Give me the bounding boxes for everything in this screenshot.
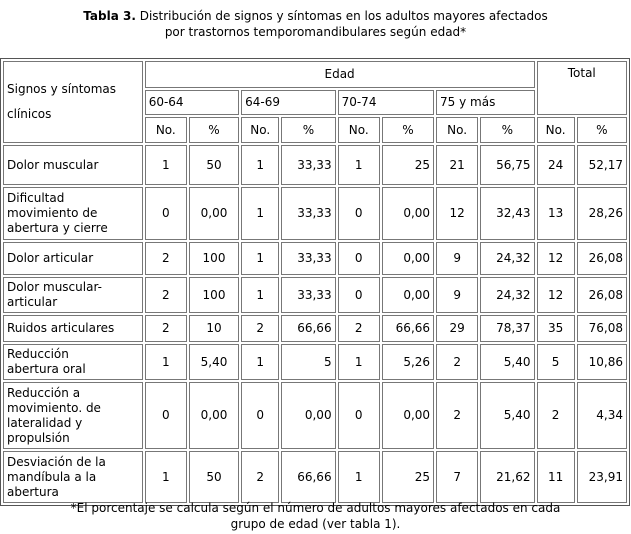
table-row [3,382,627,449]
cell-percent: 24,32 [480,242,534,275]
cell-percent: 0,00 [189,382,239,449]
cell-count: 9 [436,242,478,275]
cell-percent: 0,00 [382,382,434,449]
row-label-line: movimiento. de [7,400,101,415]
cell-count: 12 [436,187,478,240]
cell-percent: 0,00 [382,277,434,313]
header-signs-line2: clínicos [7,107,52,121]
row-label-line: Dolor muscular [7,157,99,172]
header-signs-line1: Signos y síntomas [7,82,117,96]
subheader-no: No. [338,117,380,143]
row-label-line: Desviación de la [7,454,106,469]
row-label-line: Dolor articular [7,251,94,265]
cell-percent: 66,66 [281,315,335,342]
cell-percent: 33,33 [281,242,335,275]
row-label [3,145,143,185]
cell-percent: 50 [189,145,239,185]
cell-count: 1 [145,344,187,380]
cell-percent: 5 [281,344,335,380]
cell-percent: 52,17 [577,145,627,185]
cell-count: 2 [145,242,187,275]
cell-percent: 23,91 [577,451,627,503]
cell-percent: 10 [189,315,239,342]
header-group-75-plus: 75 y más [436,90,534,115]
cell-count: 35 [537,315,575,342]
cell-count: 0 [145,187,187,240]
cell-percent: 4,34 [577,382,627,449]
cell-count: 2 [436,382,478,449]
cell-count: 1 [241,242,279,275]
cell-count: 2 [241,451,279,503]
subheader-pct: % [480,117,534,143]
row-label-line: mandíbula a la [7,469,97,484]
cell-count: 2 [241,315,279,342]
table-row [3,145,627,185]
cell-percent: 100 [189,277,239,313]
cell-percent: 24,32 [480,277,534,313]
cell-count: 1 [338,451,380,503]
cell-count: 11 [537,451,575,503]
cell-count: 12 [537,242,575,275]
subheader-no: No. [436,117,478,143]
cell-percent: 32,43 [480,187,534,240]
cell-count: 2 [145,315,187,342]
cell-percent: 25 [382,451,434,503]
header-total: Total [537,61,628,115]
cell-percent: 26,08 [577,277,627,313]
row-label-line: abertura y cierre [7,221,108,235]
row-label [3,344,143,380]
row-label-line: lateralidad y [7,415,83,430]
header-group-64-69: 64-69 [241,90,335,115]
subheader-pct: % [189,117,239,143]
cell-percent: 0,00 [382,187,434,240]
table-row [3,315,627,342]
cell-percent: 5,26 [382,344,434,380]
row-label [3,242,143,275]
cell-percent: 21,62 [480,451,534,503]
row-label-line: Reducción [7,347,69,361]
cell-count: 1 [145,451,187,503]
cell-count: 2 [537,382,575,449]
row-label [3,187,143,240]
data-table [0,58,630,506]
cell-count: 9 [436,277,478,313]
cell-count: 12 [537,277,575,313]
cell-percent: 33,33 [281,187,335,240]
cell-percent: 5,40 [480,382,534,449]
cell-count: 1 [241,145,279,185]
cell-percent: 33,33 [281,145,335,185]
cell-count: 1 [241,344,279,380]
cell-count: 0 [338,382,380,449]
caption-line1: Distribución de signos y síntomas en los adultos mayores afectados [139,9,548,23]
cell-count: 13 [537,187,575,240]
table-row [3,187,627,240]
cell-count: 2 [145,277,187,313]
row-label-line: movimiento de [7,206,98,220]
cell-percent: 78,37 [480,315,534,342]
cell-percent: 25 [382,145,434,185]
cell-count: 1 [241,277,279,313]
header-signs [3,61,143,143]
footnote-line2: grupo de edad (ver tabla 1). [230,517,401,531]
row-label-line: articular [7,295,58,309]
cell-percent: 0,00 [189,187,239,240]
row-label-line: Reducción a [7,385,81,400]
subheader-no: No. [537,117,575,143]
row-label [3,315,143,342]
cell-percent: 26,08 [577,242,627,275]
table-row [3,451,627,503]
cell-count: 0 [145,382,187,449]
cell-count: 0 [338,187,380,240]
cell-percent: 5,40 [480,344,534,380]
cell-count: 29 [436,315,478,342]
table-row [3,344,627,380]
cell-percent: 66,66 [281,451,335,503]
cell-count: 7 [436,451,478,503]
cell-count: 2 [436,344,478,380]
cell-count: 0 [338,277,380,313]
header-edad: Edad [145,61,535,88]
cell-count: 0 [241,382,279,449]
row-label-line: propulsión [7,430,70,445]
cell-percent: 0,00 [382,242,434,275]
row-label-line: abertura oral [7,362,86,376]
subheader-pct: % [281,117,335,143]
cell-percent: 76,08 [577,315,627,342]
row-label [3,382,143,449]
table-row [3,242,627,275]
cell-percent: 56,75 [480,145,534,185]
subheader-pct: % [577,117,627,143]
cell-percent: 66,66 [382,315,434,342]
cell-count: 5 [537,344,575,380]
cell-count: 1 [145,145,187,185]
row-label-line: Dolor muscular- [7,280,102,294]
table-row [3,277,627,313]
subheader-no: No. [145,117,187,143]
cell-count: 2 [338,315,380,342]
row-label [3,451,143,503]
row-label-line: Ruidos articulares [7,321,115,335]
table-caption [0,8,631,40]
caption-label: Tabla 3. [83,9,136,23]
subheader-pct: % [382,117,434,143]
cell-percent: 100 [189,242,239,275]
cell-percent: 0,00 [281,382,335,449]
cell-count: 1 [338,344,380,380]
cell-count: 0 [338,242,380,275]
row-label-line: Dificultad [7,191,65,205]
cell-count: 24 [537,145,575,185]
cell-count: 21 [436,145,478,185]
cell-percent: 5,40 [189,344,239,380]
cell-percent: 33,33 [281,277,335,313]
header-group-60-64: 60-64 [145,90,239,115]
row-label-line: abertura [7,484,59,499]
header-group-70-74: 70-74 [338,90,434,115]
cell-count: 1 [241,187,279,240]
cell-percent: 50 [189,451,239,503]
table-footnote [0,500,631,532]
footnote-line1: *El porcentaje se calcula según el número de adultos mayores afectados en cada [70,501,561,515]
subheader-no: No. [241,117,279,143]
row-label [3,277,143,313]
cell-count: 1 [338,145,380,185]
caption-line2: por trastornos temporomandibulares según edad* [164,25,467,39]
cell-percent: 10,86 [577,344,627,380]
cell-percent: 28,26 [577,187,627,240]
